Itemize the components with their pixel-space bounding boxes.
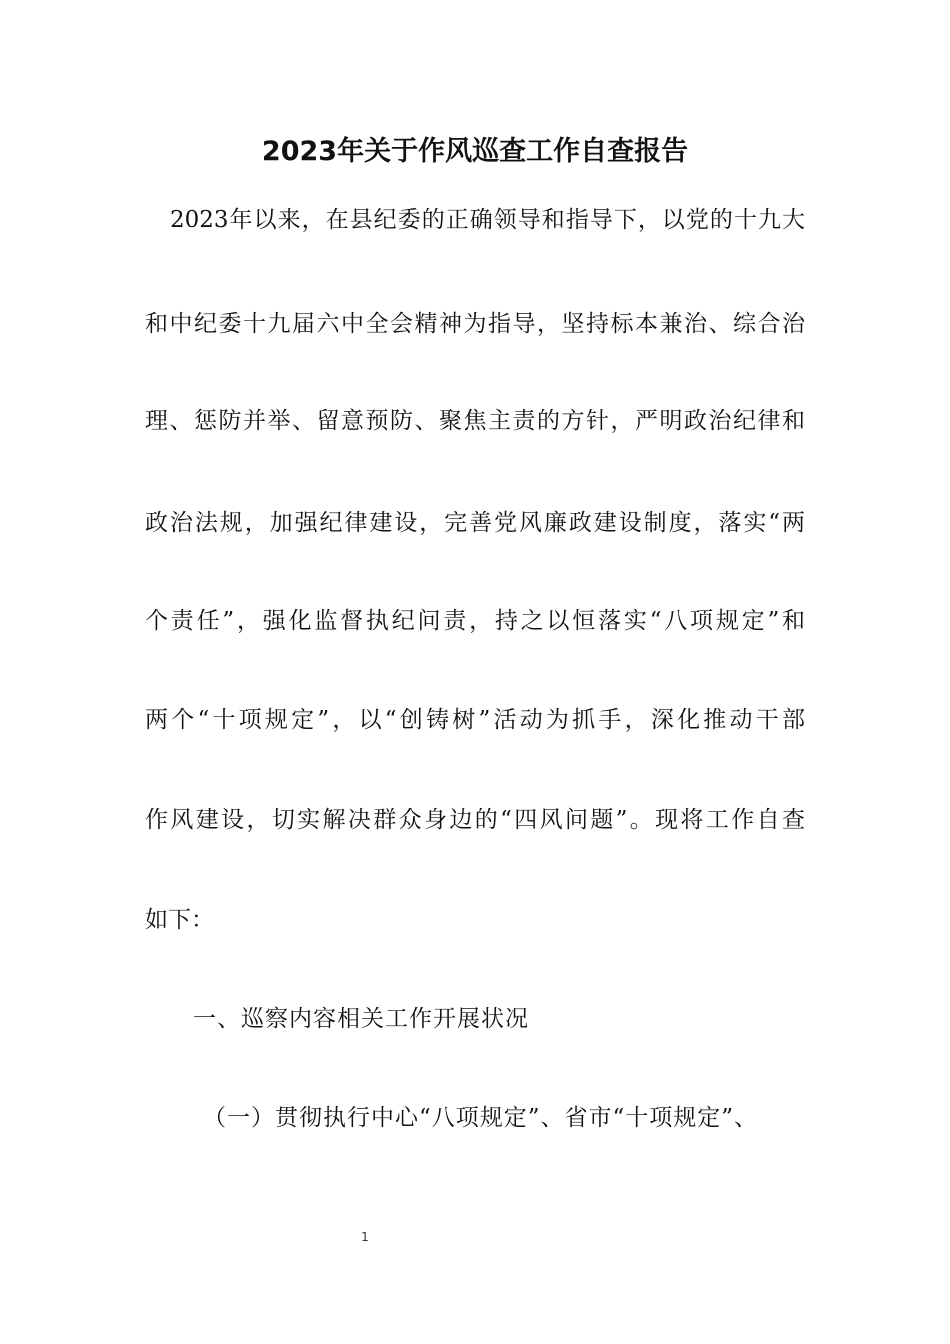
subsection-heading: （一）贯彻执行中心“八项规定”、省市“十项规定”、: [203, 1105, 759, 1131]
paragraph-line: 政治法规，加强纪律建设，完善党风廉政建设制度，落实“两: [145, 510, 805, 536]
paragraph-line: 理、惩防并举、留意预防、聚焦主责的方针，严明政治纪律和: [145, 408, 805, 434]
paragraph-line: 2023年以来，在县纪委的正确领导和指导下，以党的十九大: [170, 207, 805, 233]
document-title: 2023年关于作风巡查工作自查报告: [261, 136, 689, 167]
paragraph-line: 作风建设，切实解决群众身边的“四风问题”。现将工作自查: [145, 807, 805, 833]
paragraph-line: 和中纪委十九届六中全会精神为指导，坚持标本兼治、综合治: [145, 311, 805, 337]
paragraph-line: 个责任”，强化监督执纪问责，持之以恒落实“八项规定”和: [145, 608, 805, 634]
section-heading: 一、巡察内容相关工作开展状况: [193, 1006, 529, 1032]
paragraph-line: 如下：: [145, 907, 214, 933]
page-number: 1: [361, 1230, 369, 1244]
paragraph-line: 两个“十项规定”，以“创铸树”活动为抓手，深化推动干部: [145, 707, 805, 733]
